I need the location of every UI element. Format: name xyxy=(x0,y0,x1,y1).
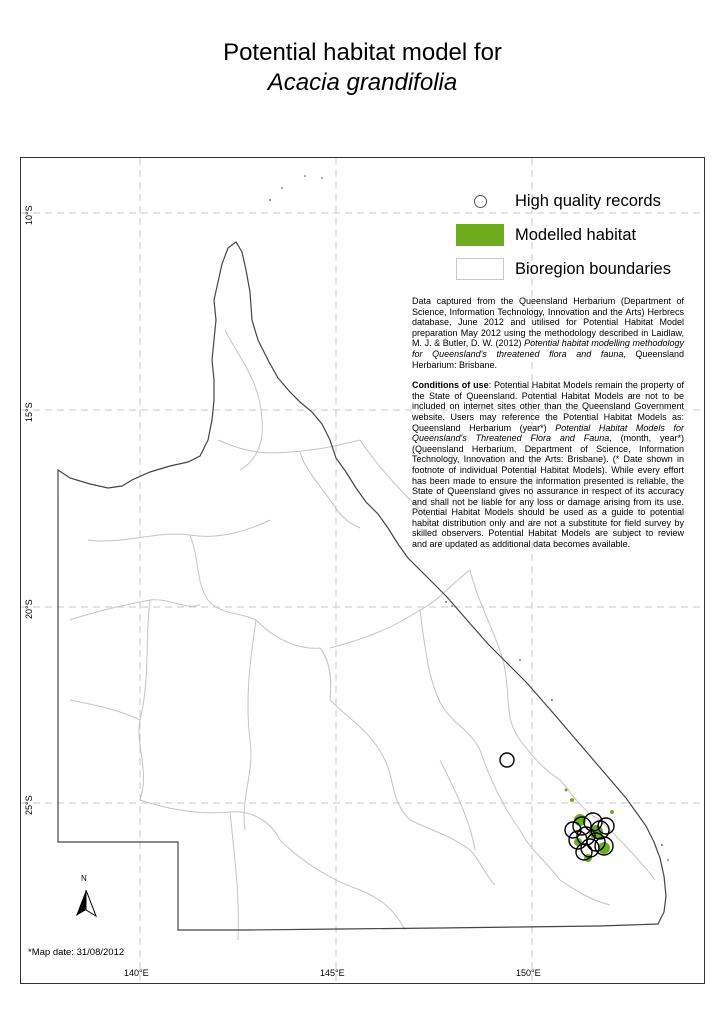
lat-label-25s: 25°S xyxy=(24,795,34,815)
habitat-swatch-icon xyxy=(456,224,504,246)
legend-habitat xyxy=(455,222,636,248)
legend-records xyxy=(455,188,661,214)
north-arrow-icon xyxy=(76,890,96,916)
lat-label-15s: 15°S xyxy=(24,402,34,422)
lat-label-20s: 20°S xyxy=(24,599,34,619)
record-circle-icon xyxy=(474,195,487,208)
data-source-note: Data captured from the Queensland Herbarium (Department of Science, Information Technology, Innovation and the Arts) Herbrecs database, June 2012 and utilised for Potential Habitat Model preparation May 2012 using the methodology described in Laidlaw, M. J. & Butler, D. W. (2012) Potential habitat modelling methodology for Queensland's threatened flora and fauna, Queensland Herbarium: Brisbane. xyxy=(412,296,684,370)
map-date: *Map date: 31/08/2012 xyxy=(28,947,125,958)
north-label: N xyxy=(81,874,87,883)
modelled-habitat xyxy=(565,789,615,863)
legend-bioregion-label: Bioregion boundaries xyxy=(515,259,671,278)
record-point xyxy=(500,753,514,767)
lon-label-140e: 140°E xyxy=(124,968,149,978)
lon-label-145e: 145°E xyxy=(320,968,345,978)
conditions-note: Conditions of use: Potential Habitat Models remain the property of the State of Queensland. Potential Habitat Models are not to be included on internet sites other than the Queensland Government website. Users may reference the Potential Habitat Models as: Queensland Herbarium (year*) Potential Habitat Models for Queensland's Threatened Flora and Fauna, (month, year*) (Queensland Herbarium, Department of Science, Information Technology, Innovation and the Arts: Brisbane). (* Date shown in footnote of individual Potential Habitat Models). While every effort has been made to ensure the information presented is reliable, the State of Queensland gives no assurance in respect of its accuracy and shall not be liable for any loss or damage arising from its use. Potential Habitat Models should be used as a guide to potential habitat distribution only and are not a substitute for field survey by skilled observers. Potential Habitat Models are subject to review and are updated as additional data becomes available. xyxy=(412,380,684,550)
legend-bioregion xyxy=(455,256,671,282)
legend-records-label: High quality records xyxy=(515,191,661,210)
map-notes xyxy=(412,296,684,560)
high-quality-records xyxy=(500,753,614,860)
map-title-species: Acacia grandifolia xyxy=(267,69,458,96)
legend-habitat-label: Modelled habitat xyxy=(515,225,637,244)
bioregion-swatch-icon xyxy=(456,258,504,280)
lat-label-10s: 10°S xyxy=(24,205,34,225)
lon-label-150e: 150°E xyxy=(516,968,541,978)
map-title-line1: Potential habitat model for xyxy=(223,39,502,66)
